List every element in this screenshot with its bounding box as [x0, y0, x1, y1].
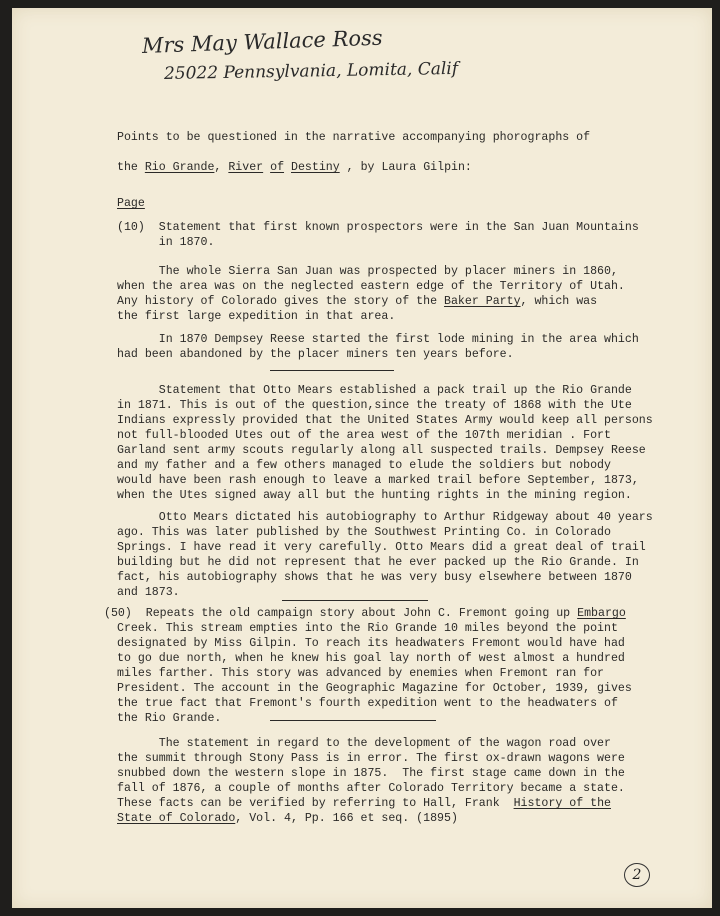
handwritten-address: 25022 Pennsylvania, Lomita, Calif — [163, 58, 459, 84]
page-number-circled: 2 — [624, 863, 650, 887]
baker-party-ref: Baker Party — [444, 295, 521, 308]
history-ref-part2: State of Colorado — [117, 812, 236, 825]
heading-line-1: Points to be questioned in the narrative accompanying phorographs of — [117, 131, 591, 144]
handwritten-name: Mrs May Wallace Ross — [141, 25, 383, 58]
divider-1 — [270, 370, 394, 371]
divider-3 — [270, 720, 436, 721]
embargo-creek-ref: Embargo — [577, 607, 626, 620]
divider-2 — [282, 600, 428, 601]
heading-line-2: the Rio Grande, River of Destiny , by Laura Gilpin: — [117, 161, 472, 174]
page-label: Page — [117, 197, 145, 210]
document-page: Mrs May Wallace Ross 25022 Pennsylvania, Lomita, Calif Points to be questioned in the narrative accompanying phorographs of the Rio Grande, River of Destiny , by Laura Gilpin: Page (10) Statement that first known prospectors were in the San Juan Mountains in 1870. The whole Sierra San Juan was prospected by placer miners in 1860, when the area was on the neglected eastern edge of the Territory of Utah. Any history of Colorado gives the story of the Baker Party, which was the first large expedition in that area. In 1870 Dempsey Reese started the first lode mining in the area which had been abandoned by the placer miners ten years before. Statement that Otto Mears established a pack trail up the Rio Grande in 1871. This is out of the question,since the treaty of 1868 with the Ute Indians expressly provided that the United States Army would keep all persons not full-blooded Utes out of the area west of the 107th meridian . Fort Garland sent army scouts regularly along all suspected trails. Dempsey Reese and my father and a few others managed to elude the soldiers but nobody would have been rash enough to leave a marked trail before September, 1873, when the Utes signed away all but the hunting rights in the mining region. Otto Mears dictated his autobiography to Arthur Ridgeway about 40 years ago. This was later published by the Southwest Printing Co. in Colorado Springs. I have read it very carefully. Otto Mears did a great deal of trail building but he did not represent that he ever packed up the Rio Grande. In fact, his autobiography shows that he was very busy elsewhere between 1870 and 1873. (50) Repeats the old campaign story about John C. Fremont going up Embargo Creek. This stream empties into the Rio Grande 10 miles beyond the point designated by Miss Gilpin. To reach its headwaters Fremont would have had to go due north, when he knew his goal lay north of west almost a hundred miles farther. This story was advanced by enemies when Fremont ran for President. The account in the Geographic Magazine for October, 1939, gives the true fact that Fremont's fourth expedition went to the headwaters of the Rio Grande. The statement in regard to the development of the wagon road over the summit through Stony Pass is in error. The first ox-drawn wagons were snubbed down the western slope in 1875. The first stage came down in the fall of 1876, a couple of months after Colorado Territory became a state. These facts can be verified by referring to Hall, Frank History of the State of Colorado, Vol. 4, Pp. 166 et seq. (1895) 2 — [12, 8, 712, 908]
book-title-rio-grande: Rio Grande — [144, 161, 215, 174]
book-title-destiny: Destiny — [291, 161, 340, 174]
history-ref-part1: History of the — [513, 797, 611, 810]
